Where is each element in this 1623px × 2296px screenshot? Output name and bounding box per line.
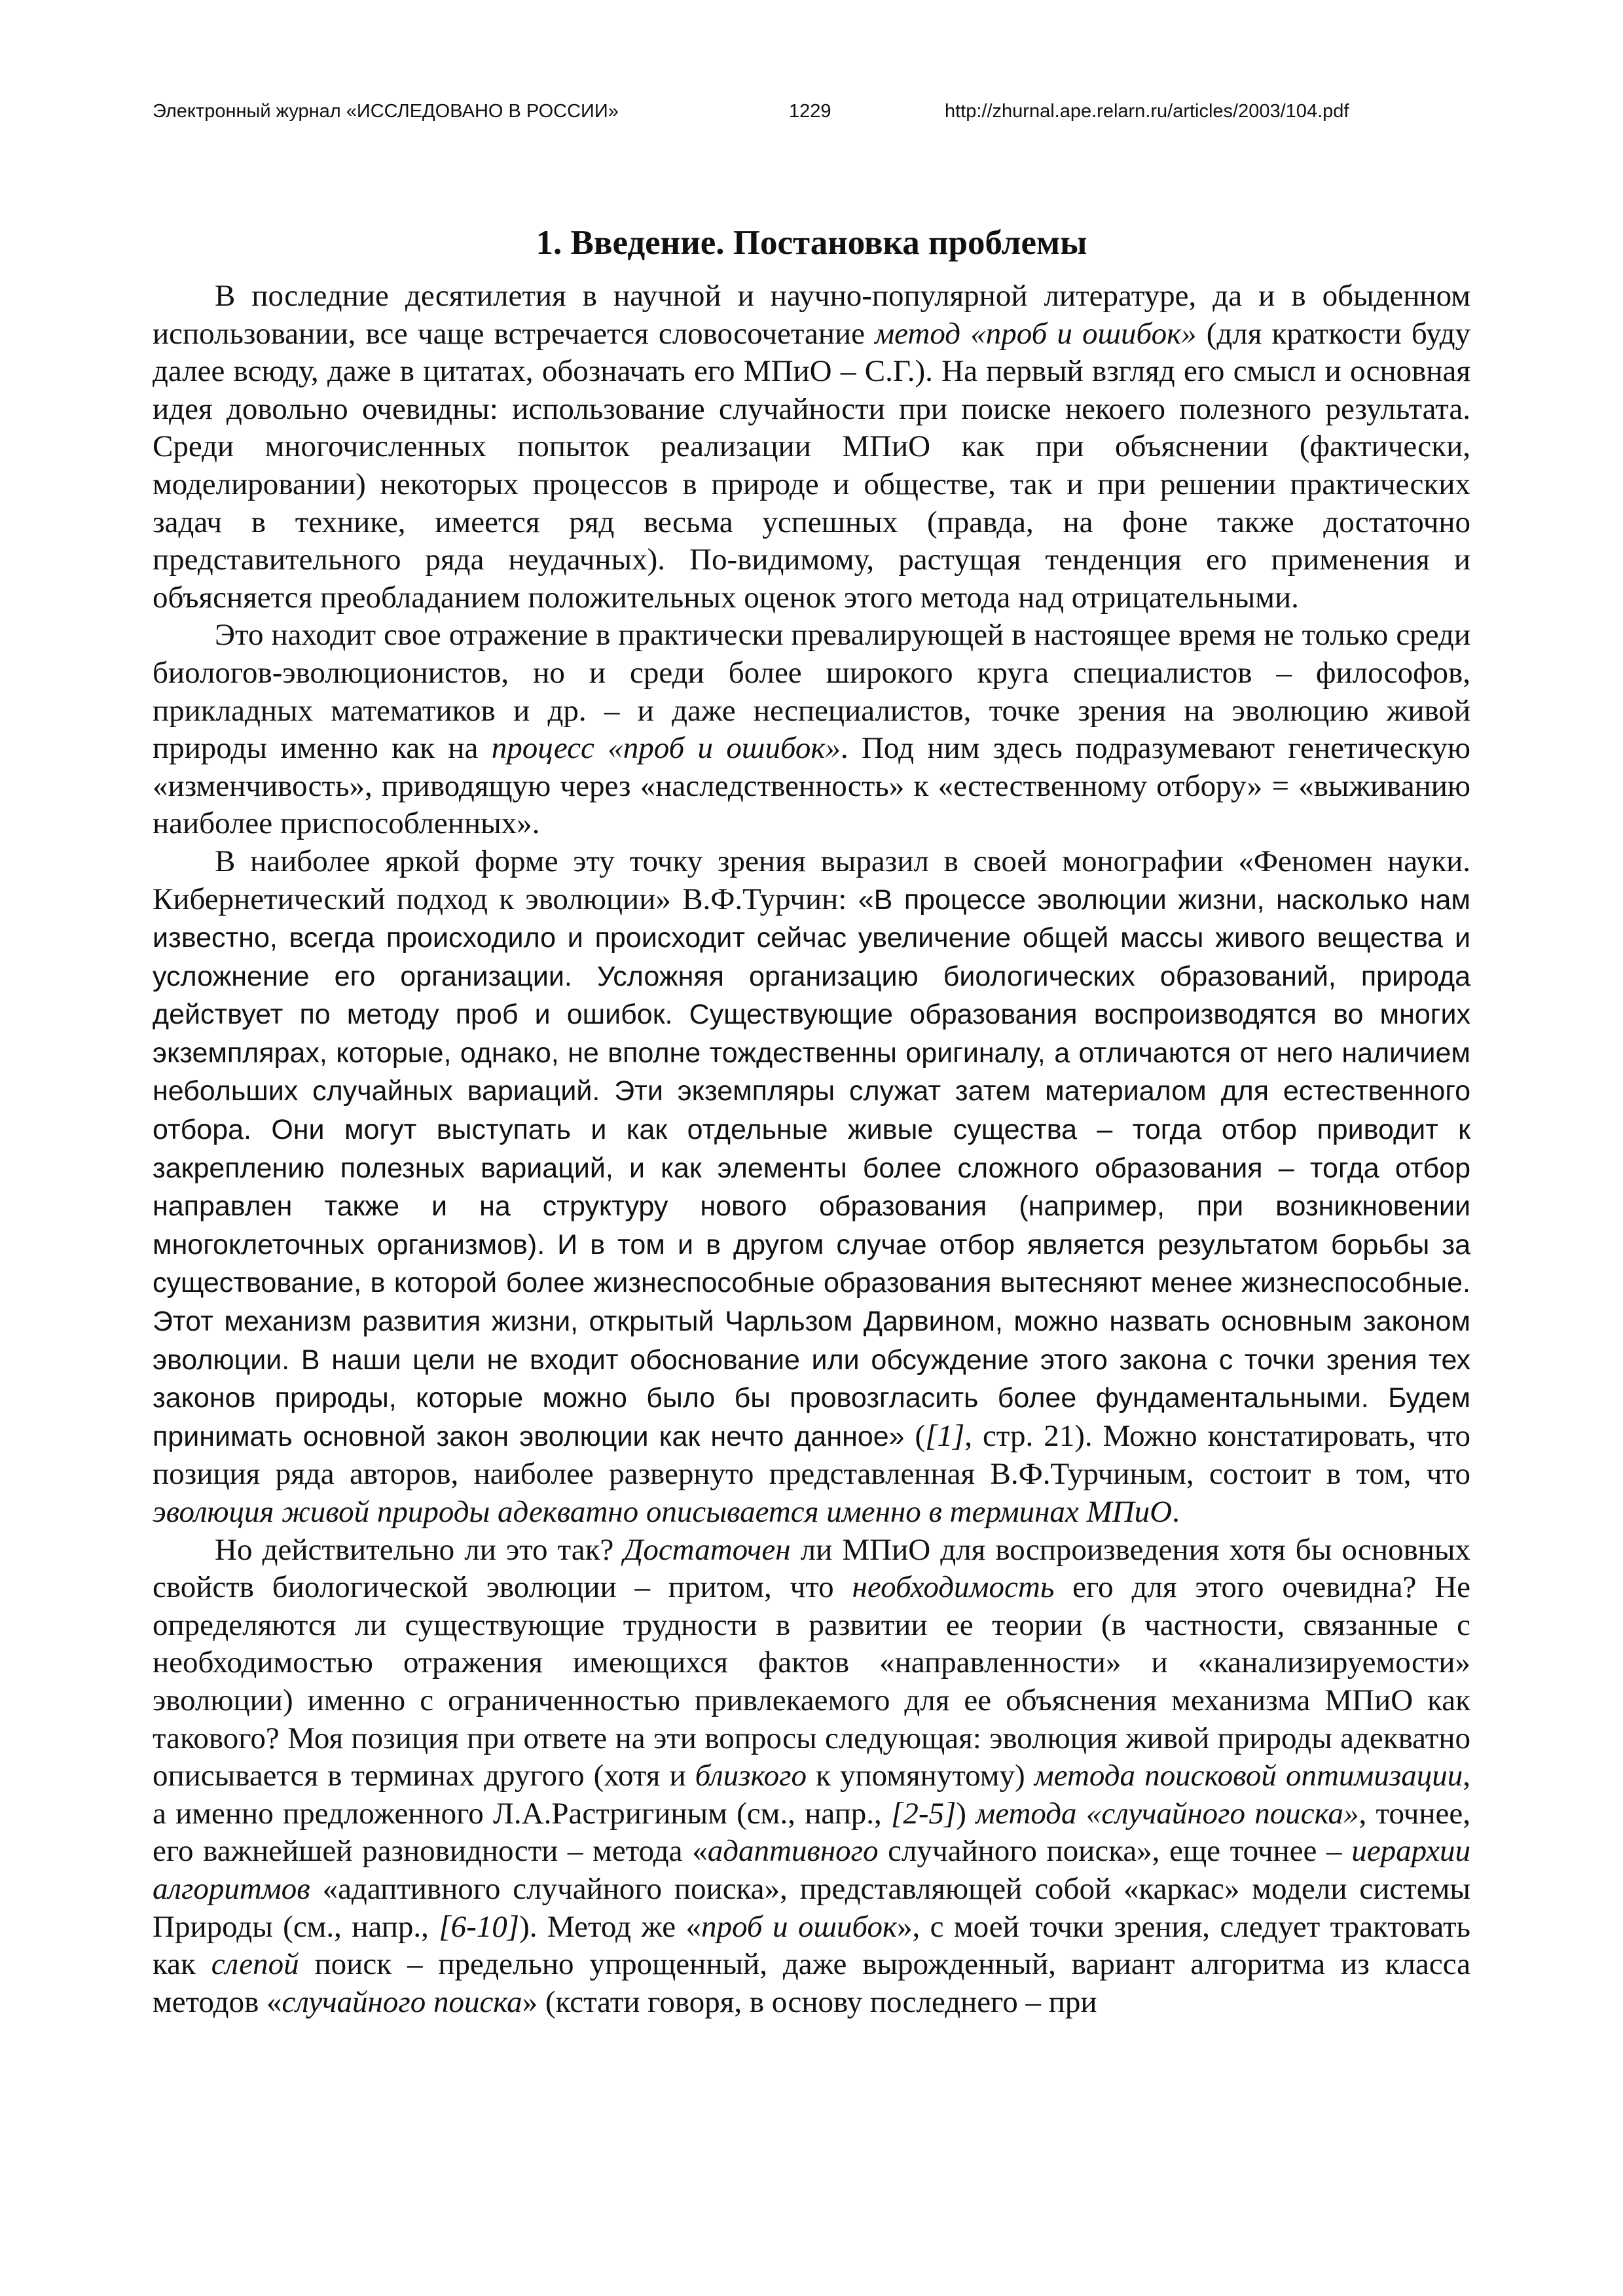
p4-italic-f: близкого — [695, 1759, 807, 1793]
paragraph-4 — [153, 1532, 1470, 2022]
reference-link: [6-10] — [439, 1909, 520, 1944]
p4-text-c: ли МПиО для воспроизведения хотя бы основных свойств биологической эволюции – притом, что — [153, 1532, 1470, 1605]
paragraph-2 — [153, 617, 1470, 843]
reference-link: [1] — [925, 1418, 965, 1453]
p2-italic-term: процесс «проб и ошибок» — [491, 731, 841, 766]
p4-text-s: ). Метод же « — [519, 1909, 702, 1944]
p4-text-k: ) — [956, 1796, 976, 1831]
p4-italic-b: Достаточен — [623, 1532, 791, 1567]
p1-text-a: В последние десятилетия в научной и научно-популярной литературе, да и в обыденном использовании, все чаще встречается словосочетание — [153, 279, 1470, 351]
p4-italic-v: слепой — [211, 1947, 299, 1982]
p4-text-w: поиск – предельно упрощенный, даже вырожденный, вариант алгоритма из класса методов « — [153, 1947, 1470, 2019]
p4-italic-t: проб и ошибок — [701, 1909, 897, 1944]
p4-text-e: его для этого очевидна? Не определяются ли существующие трудности в развитии ее теории (в частности, связанные с необходимостью отражения имеющихся фактов «направленности» и «канализируемости» эволюции) именно с ограниченностью привлекаемого для ее объяснения механизма МПиО как такового? Моя позиция при ответе на эти вопросы следующая: эволюция живой природы адекватно описывается в терминах другого (хотя и — [153, 1570, 1470, 1793]
page-number: 1229 — [789, 101, 831, 122]
p3-text-a: В наиболее яркой форме эту точку зрения выразил в своей монографии «Феномен науки. Кибернетический подход к эволюции» В.Ф.Турчин: — [153, 844, 1470, 916]
paragraph-1 — [153, 278, 1470, 617]
journal-name: Электронный журнал «ИССЛЕДОВАНО В РОССИИ» — [153, 101, 619, 122]
p4-text-y: » (кстати говоря, в основу последнего – при — [522, 1984, 1097, 2019]
p1-italic-term: метод «проб и ошибок» — [875, 316, 1197, 351]
section-title: 1. Введение. Постановка проблемы — [536, 224, 1087, 262]
p4-italic-l: метода «случайного поиска» — [976, 1796, 1359, 1831]
p3-text-e: . — [1172, 1495, 1180, 1529]
p4-italic-x: случайного поиска — [282, 1984, 522, 2019]
p4-text-o: случайного поиска», еще точнее – — [878, 1834, 1352, 1869]
p2-text-c: . Под ним здесь подразумевают генетическую «изменчивость», приводящую через «наследственность» к «естественному отбору» = «выживанию наиболее приспособленных». — [153, 731, 1470, 841]
p4-text-q: «адаптивного случайного поиска», представляющей собой «каркас» модели системы Природы (см., напр., — [153, 1871, 1470, 1944]
p4-text-i: , а именно предложенного Л.А.Растригиным (см., напр., — [153, 1759, 1471, 1831]
p4-text-a: Но действительно ли это так? — [215, 1532, 624, 1567]
p4-text-g: к упомянутому) — [807, 1759, 1034, 1793]
turchin-quote: «В процессе эволюции жизни, насколько нам известно, всегда происходило и происходит сейчас увеличение общей массы живого вещества и усложнение его организации. Усложняя организацию биологических образований, природа действует по методу проб и ошибок. Существующие образования воспроизводятся во многих экземплярах, которые, однако, не вполне тождественны оригиналу, а отличаются от него наличием небольших случайных вариаций. Эти экземпляры служат затем материалом для естественного отбора. Они могут выступать и как отдельные живые существа – тогда отбор приводит к закреплению полезных вариаций, и как элементы более сложного образования – тогда отбор направлен также и на структуру нового образования (например, при возникновении многоклеточных организмов). И в том и в другом случае отбор является результатом борьбы за существование, в которой более жизнеспособные образования вытесняют менее жизнеспособные. Этот механизм развития жизни, открытый Чарльзом Дарвином, можно назвать основным законом эволюции. В наши цели не входит обоснование или обсуждение этого закона с точки зрения тех законов природы, которые можно было бы провозгласить более фундаментальными. Будем принимать основной закон эволюции как нечто данное» — [153, 884, 1470, 1452]
p3-text-b: ( — [904, 1418, 926, 1453]
p4-text-u: », с моей точки зрения, следует трактовать как — [153, 1909, 1470, 1982]
p2-text-a: Это находит свое отражение в практически превалирующей в настоящее время не только среди биологов-эволюционистов, но и среди более широкого круга специалистов – философов, прикладных математиков и др. – и даже неспециалистов, точке зрения на эволюцию живой природы именно как на — [153, 618, 1470, 766]
p3-italic-thesis: эволюция живой природы адекватно описывается именно в терминах МПиО — [153, 1495, 1173, 1529]
p4-italic-d: необходимость — [852, 1570, 1055, 1605]
article-url: http://zhurnal.ape.relarn.ru/articles/2003/104.pdf — [945, 101, 1349, 122]
p1-text-c: (для краткости буду далее всюду, даже в цитатах, обозначать его МПиО – С.Г.). На первый взгляд его смысл и основная идея довольно очевидны: использование случайности при поиске некоего полезного результата. Среди многочисленных попыток реализации МПиО как при объяснении (фактически, моделировании) некоторых процессов в природе и обществе, так и при решении практических задач в технике, имеется ряд весьма успешных (правда, на фоне также достаточно представительного ряда неудачных). По-видимому, растущая тенденция его применения и объясняется преобладанием положительных оценок этого метода над отрицательными. — [153, 316, 1470, 615]
p3-text-c: , стр. 21). Можно констатировать, что позиция ряда авторов, наиболее развернуто представленная В.Ф.Турчиным, состоит в том, что — [153, 1418, 1470, 1492]
article-body — [153, 278, 1470, 2021]
paragraph-3 — [153, 843, 1470, 1532]
p4-italic-p: иерархии алгоритмов — [153, 1834, 1470, 1906]
page-header — [153, 98, 1470, 124]
p4-italic-n: адаптивного — [707, 1834, 879, 1869]
p4-text-m: , точнее, его важнейшей разновидности – метода « — [153, 1796, 1470, 1869]
reference-link: [2-5] — [891, 1796, 957, 1831]
p4-italic-h: метода поисковой оптимизации — [1034, 1759, 1463, 1793]
